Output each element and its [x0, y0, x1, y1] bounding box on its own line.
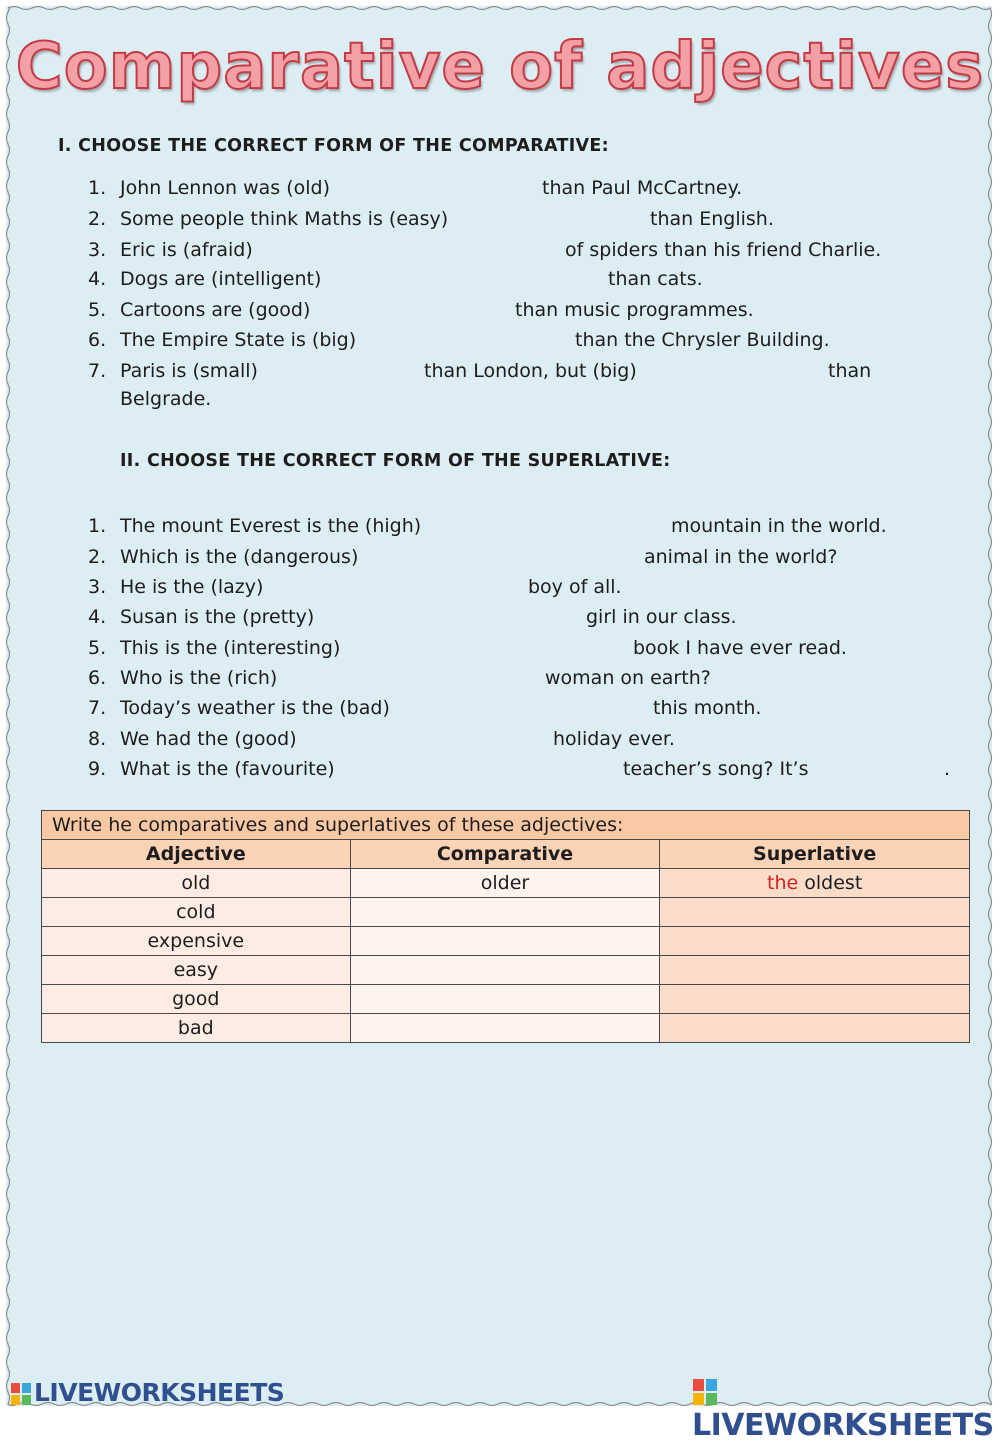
item-continuation: than the Chrysler Building.	[575, 329, 830, 351]
item-prompt: The mount Everest is the (high)	[120, 515, 422, 537]
comparative-cell[interactable]	[350, 927, 660, 956]
liveworksheets-logo-left[interactable]	[10, 1378, 284, 1407]
superlative-cell[interactable]	[660, 1014, 970, 1043]
item-continuation: than music programmes.	[515, 299, 754, 321]
table-row	[42, 898, 970, 927]
item-prompt: Cartoons are (good)	[120, 299, 311, 321]
item-prompt: Today’s weather is the (bad)	[120, 697, 390, 719]
item-number: 6.	[88, 329, 107, 351]
page-title: Comparative of adjectives	[15, 30, 985, 104]
table-row	[42, 869, 970, 898]
table-row	[42, 956, 970, 985]
comparative-cell[interactable]	[350, 1014, 660, 1043]
item-prompt: We had the (good)	[120, 728, 297, 750]
item-number: 1.	[88, 177, 107, 199]
superlative-cell[interactable]	[660, 898, 970, 927]
adjective-cell: easy	[42, 956, 351, 985]
item-continuation: this month.	[653, 697, 762, 719]
item-prompt: Which is the (dangerous)	[120, 546, 359, 568]
item-continuation: animal in the world?	[644, 546, 838, 568]
item-number: 2.	[88, 208, 107, 230]
adjective-table	[41, 810, 970, 1043]
item-continuation: of spiders than his friend Charlie.	[565, 239, 882, 261]
adjective-cell: good	[42, 985, 351, 1014]
item-number: 9.	[88, 758, 107, 780]
item-continuation: girl in our class.	[586, 606, 737, 628]
item-number: 2.	[88, 546, 107, 568]
item-continuation: than Paul McCartney.	[542, 177, 743, 199]
item-number: 8.	[88, 728, 107, 750]
item-prompt: Some people think Maths is (easy)	[120, 208, 449, 230]
item-number: 4.	[88, 268, 107, 290]
superlative-cell[interactable]	[660, 927, 970, 956]
item-prompt: Who is the (rich)	[120, 667, 278, 689]
adjective-cell: cold	[42, 898, 351, 927]
item-prompt: He is the (lazy)	[120, 576, 264, 598]
item-number: 3.	[88, 239, 107, 261]
item-prompt: John Lennon was (old)	[120, 177, 330, 199]
table-row	[42, 927, 970, 956]
superlative-cell[interactable]	[660, 956, 970, 985]
item-continuation-3: Belgrade.	[120, 388, 212, 410]
item-number: 7.	[88, 697, 107, 719]
item-number: 7.	[88, 360, 107, 382]
item-end-punctuation: .	[944, 758, 951, 780]
liveworksheets-logo-right[interactable]	[692, 1373, 1000, 1443]
superlative-cell[interactable]	[660, 869, 970, 898]
superlative-cell[interactable]	[660, 985, 970, 1014]
item-prompt: The Empire State is (big)	[120, 329, 357, 351]
superlative-word: oldest	[804, 872, 863, 894]
comparative-cell[interactable]	[350, 956, 660, 985]
table-row	[42, 1014, 970, 1043]
comparative-cell[interactable]	[350, 985, 660, 1014]
header-comparative: Comparative	[350, 840, 660, 869]
comparative-cell[interactable]: older	[350, 869, 660, 898]
logo-text: LIVEWORKSHEETS	[692, 1408, 994, 1443]
table-caption-row	[42, 811, 970, 840]
item-continuation: mountain in the world.	[671, 515, 887, 537]
item-number: 4.	[88, 606, 107, 628]
adjective-cell: bad	[42, 1014, 351, 1043]
superlative-article: the	[767, 872, 799, 894]
item-number: 6.	[88, 667, 107, 689]
item-continuation: boy of all.	[528, 576, 622, 598]
item-continuation: than London, but (big)	[424, 360, 637, 382]
item-prompt: Paris is (small)	[120, 360, 258, 382]
liveworksheets-mark-icon	[10, 1382, 32, 1406]
adjective-cell: old	[42, 869, 351, 898]
table-header-row	[42, 840, 970, 869]
item-continuation: than English.	[650, 208, 774, 230]
item-number: 5.	[88, 299, 107, 321]
item-continuation: than cats.	[608, 268, 703, 290]
comparative-cell[interactable]	[350, 898, 660, 927]
liveworksheets-mark-icon	[692, 1378, 718, 1406]
section1-heading: I. CHOOSE THE CORRECT FORM OF THE COMPARATIVE:	[58, 136, 609, 156]
adjective-cell: expensive	[42, 927, 351, 956]
item-number: 1.	[88, 515, 107, 537]
item-continuation: book I have ever read.	[633, 637, 847, 659]
header-superlative: Superlative	[660, 840, 970, 869]
item-continuation: teacher’s song? It’s	[623, 758, 809, 780]
item-prompt: Eric is (afraid)	[120, 239, 253, 261]
item-continuation: woman on earth?	[545, 667, 711, 689]
item-continuation-2: than	[828, 360, 872, 382]
section2-heading: II. CHOOSE THE CORRECT FORM OF THE SUPERLATIVE:	[120, 451, 671, 471]
item-prompt: Susan is the (pretty)	[120, 606, 315, 628]
item-prompt: This is the (interesting)	[120, 637, 341, 659]
table-caption: Write he comparatives and superlatives of these adjectives:	[42, 811, 970, 840]
item-number: 5.	[88, 637, 107, 659]
item-continuation: holiday ever.	[553, 728, 675, 750]
table-row	[42, 985, 970, 1014]
item-prompt: Dogs are (intelligent)	[120, 268, 322, 290]
logo-text: LIVEWORKSHEETS	[34, 1378, 285, 1407]
item-prompt: What is the (favourite)	[120, 758, 335, 780]
header-adjective: Adjective	[42, 840, 351, 869]
item-number: 3.	[88, 576, 107, 598]
